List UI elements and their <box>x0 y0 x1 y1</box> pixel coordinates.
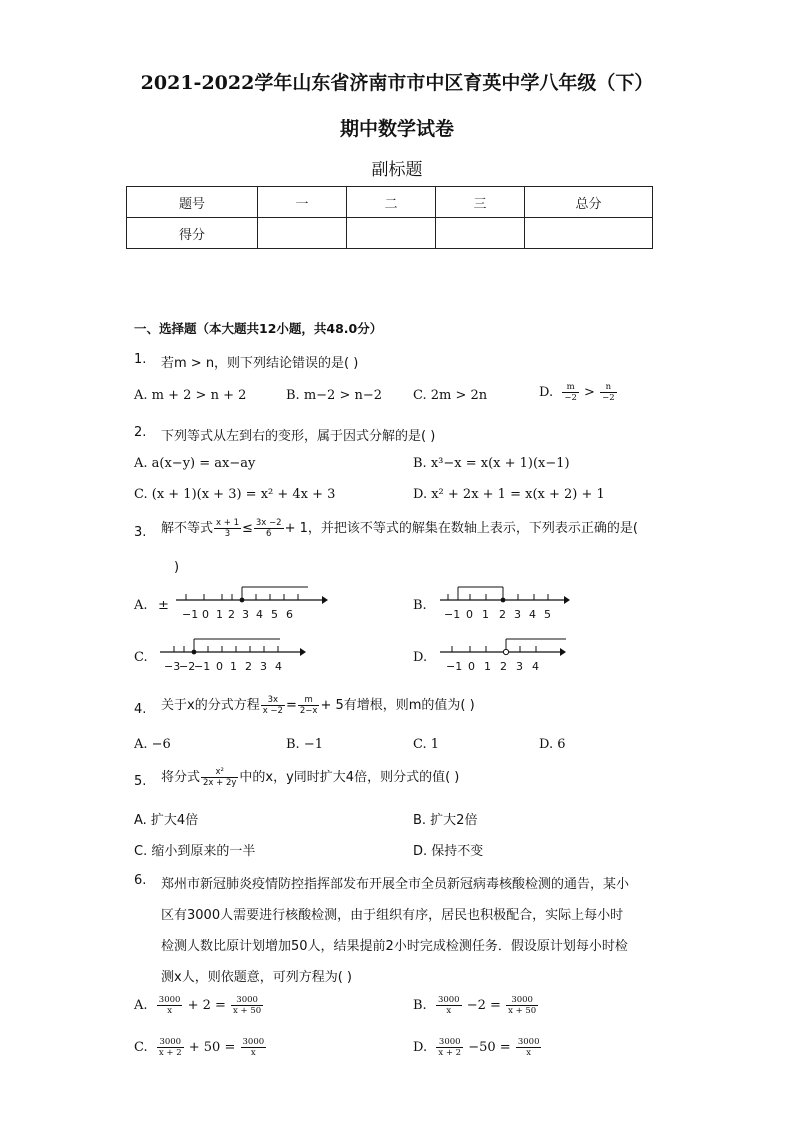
tick-label: 2 <box>499 608 506 621</box>
score-cell: 总分 <box>525 187 653 218</box>
fraction <box>298 695 320 716</box>
tick-label: 2 <box>228 608 235 621</box>
denominator: x + 2 <box>158 1048 182 1058</box>
q1-option-b: B. m−2 > n−2 <box>286 388 383 403</box>
score-cell: 题号 <box>127 187 258 218</box>
question-1-stem: 若m > n，则下列结论错误的是( ) <box>161 356 359 371</box>
option-label: D. <box>413 1040 428 1055</box>
numerator: 3000 <box>506 995 538 1006</box>
question-6-line1: 郑州市新冠肺炎疫情防控指挥部发布开展全市全员新冠病毒核酸检测的通告，某小 <box>161 877 630 892</box>
fraction <box>436 1037 463 1058</box>
denominator: −2 <box>602 393 615 403</box>
tick-label: 4 <box>529 608 536 621</box>
numerator: m <box>298 695 320 706</box>
question-5-stem <box>161 766 459 788</box>
operator: −50 = <box>468 1040 511 1055</box>
tick-label: 1 <box>484 660 491 673</box>
q1-option-c: C. 2m > 2n <box>413 388 488 403</box>
denominator: x + 50 <box>508 1006 537 1016</box>
tick-label: 0 <box>466 608 473 621</box>
denominator: x <box>526 1048 532 1058</box>
tick-label: 2 <box>500 660 507 673</box>
question-4-stem <box>161 694 475 716</box>
fraction <box>562 382 579 403</box>
fraction <box>231 995 263 1016</box>
q3-option-b-label: B. <box>413 598 427 613</box>
fraction <box>214 518 241 539</box>
operator: = <box>285 698 297 713</box>
tick-label: 5 <box>271 608 278 621</box>
score-input-cell <box>347 218 436 249</box>
q4-option-c: C. 1 <box>413 737 440 752</box>
tick-label: 0 <box>216 660 223 673</box>
fraction <box>157 1037 184 1058</box>
q4-option-b: B. −1 <box>286 737 323 752</box>
q3-option-a-mark: ± <box>158 598 169 613</box>
tick-label: 3 <box>260 660 267 673</box>
tick-label: 6 <box>286 608 293 621</box>
numerator: 3000 <box>517 1037 540 1047</box>
numerator: x² <box>201 767 238 778</box>
denominator: x + 2 <box>438 1048 462 1058</box>
score-table <box>126 186 653 249</box>
q3-option-c-number-line <box>160 636 310 676</box>
denominator: 3 <box>224 529 231 539</box>
score-input-cell <box>436 218 525 249</box>
denominator: x <box>446 1006 452 1016</box>
exam-title-line2: 期中数学试卷 <box>339 118 454 140</box>
score-cell: 一 <box>258 187 347 218</box>
option-label: B. <box>413 998 427 1013</box>
question-3-number: 3. <box>134 525 147 540</box>
tick-label: 1 <box>230 660 237 673</box>
score-input-cell <box>258 218 347 249</box>
fraction <box>157 995 183 1016</box>
stem-text: + 5有增根，则m的值为( ) <box>320 698 475 713</box>
q6-option-a <box>134 995 264 1016</box>
question-6-line4: 测x人，则依题意，可列方程为( ) <box>161 970 352 985</box>
operator: + 2 = <box>187 998 226 1013</box>
tick-label: −1 <box>444 608 461 621</box>
question-6-line2: 区有3000人需要进行核酸检测，由于组织有序，居民也积极配合，实际上每小时 <box>161 908 624 923</box>
q3-option-d-label: D. <box>413 650 428 665</box>
tick-label: 3 <box>514 608 521 621</box>
tick-label: −1 <box>182 608 199 621</box>
denominator: x + 50 <box>233 1006 262 1016</box>
q2-option-b: B. x³−x = x(x + 1)(x−1) <box>413 456 570 471</box>
numerator: 3x −2 <box>255 518 282 528</box>
q5-option-a: A. 扩大4倍 <box>134 813 199 828</box>
score-table-score-row <box>127 218 653 249</box>
score-input-cell <box>525 218 653 249</box>
tick-label: 2 <box>245 660 252 673</box>
operator: + 50 = <box>188 1040 236 1055</box>
fraction <box>254 518 284 539</box>
tick-label: −3 <box>164 660 181 673</box>
operator: > <box>584 385 595 400</box>
q5-option-b: B. 扩大2倍 <box>413 813 478 828</box>
stem-text: 解不等式 <box>161 521 214 536</box>
stem-text: 将分式 <box>161 770 201 785</box>
tick-label: 3 <box>516 660 523 673</box>
denominator: 2−x <box>299 706 318 716</box>
numerator: 3x <box>261 695 285 706</box>
fraction <box>261 695 285 716</box>
tick-label: −2 <box>179 660 196 673</box>
denominator: x <box>167 1006 173 1016</box>
stem-text: 关于x的分式方程 <box>161 698 260 713</box>
section-heading: 一、选择题（本大题共12小题，共48.0分） <box>134 321 383 336</box>
fraction <box>516 1037 542 1058</box>
q2-option-d: D. x² + 2x + 1 = x(x + 2) + 1 <box>413 487 605 502</box>
operator: ≤ <box>241 521 253 536</box>
tick-label: −1 <box>446 660 463 673</box>
q1-option-d-label: D. <box>539 385 554 400</box>
fraction <box>436 995 462 1016</box>
tick-label: 4 <box>532 660 539 673</box>
q6-option-c <box>134 1037 267 1058</box>
score-cell: 二 <box>347 187 436 218</box>
tick-label: 3 <box>242 608 249 621</box>
numerator: x + 1 <box>216 518 239 528</box>
denominator: 2x + 2y <box>203 778 237 788</box>
question-4-number: 4. <box>134 702 147 717</box>
q5-option-d: D. 保持不变 <box>413 844 484 859</box>
option-label: C. <box>134 1040 148 1055</box>
denominator: x −2 <box>262 706 283 716</box>
question-6-number: 6. <box>134 873 147 888</box>
q3-option-d-number-line <box>440 636 580 676</box>
tick-label: 5 <box>544 608 551 621</box>
tick-label: 1 <box>482 608 489 621</box>
tick-label: 4 <box>275 660 282 673</box>
q4-option-d: D. 6 <box>539 737 566 752</box>
stem-text: 中的x，y同时扩大4倍，则分式的值( ) <box>239 770 460 785</box>
q2-option-c: C. (x + 1)(x + 3) = x² + 4x + 3 <box>134 487 336 502</box>
question-1-number: 1. <box>134 352 147 367</box>
q3-option-a-label: A. <box>134 598 148 613</box>
q3-option-b-number-line <box>440 584 580 624</box>
score-cell: 三 <box>436 187 525 218</box>
q2-option-a: A. a(x−y) = ax−ay <box>134 456 256 471</box>
tick-label: 0 <box>202 608 209 621</box>
question-2-stem: 下列等式从左到右的变形，属于因式分解的是( ) <box>161 429 436 444</box>
exam-title-line1: 2021-2022学年山东省济南市市中区育英中学八年级（下） <box>140 72 654 94</box>
q1-option-a: A. m + 2 > n + 2 <box>134 388 247 403</box>
score-cell: 得分 <box>127 218 258 249</box>
question-3-stem-cont: ) <box>174 560 180 575</box>
numerator: 3000 <box>231 995 263 1006</box>
q3-option-c-label: C. <box>134 650 148 665</box>
exam-subtitle: 副标题 <box>371 160 423 180</box>
denominator: x <box>250 1048 256 1058</box>
fraction <box>201 767 238 788</box>
q6-option-d <box>413 1037 542 1058</box>
fraction <box>506 995 538 1016</box>
q1-option-d <box>539 382 618 403</box>
tick-label: 0 <box>468 660 475 673</box>
denominator: −2 <box>564 393 577 403</box>
numerator: m <box>562 382 579 393</box>
question-3-stem <box>161 517 638 539</box>
option-label: A. <box>134 998 148 1013</box>
numerator: 3000 <box>436 1037 463 1048</box>
numerator: 3000 <box>157 1037 184 1048</box>
numerator: 3000 <box>158 995 181 1005</box>
stem-text: + 1，并把该不等式的解集在数轴上表示，下列表示正确的是( <box>284 521 638 536</box>
q5-option-c: C. 缩小到原来的一半 <box>134 844 256 859</box>
fraction <box>600 382 617 403</box>
tick-label: 1 <box>216 608 223 621</box>
denominator: 6 <box>266 529 272 539</box>
numerator: 3000 <box>242 1037 265 1047</box>
question-2-number: 2. <box>134 425 147 440</box>
q4-option-a: A. −6 <box>134 737 171 752</box>
tick-label: 4 <box>256 608 263 621</box>
tick-label: −1 <box>194 660 211 673</box>
q3-option-a-number-line <box>176 584 326 624</box>
question-5-number: 5. <box>134 774 147 789</box>
operator: −2 = <box>466 998 501 1013</box>
q6-option-b <box>413 995 539 1016</box>
numerator: n <box>600 382 617 393</box>
question-6-line3: 检测人数比原计划增加50人，结果提前2小时完成检测任务．假设原计划每小时检 <box>161 939 628 954</box>
fraction <box>241 1037 267 1058</box>
score-table-header-row <box>127 187 653 218</box>
numerator: 3000 <box>437 995 460 1005</box>
